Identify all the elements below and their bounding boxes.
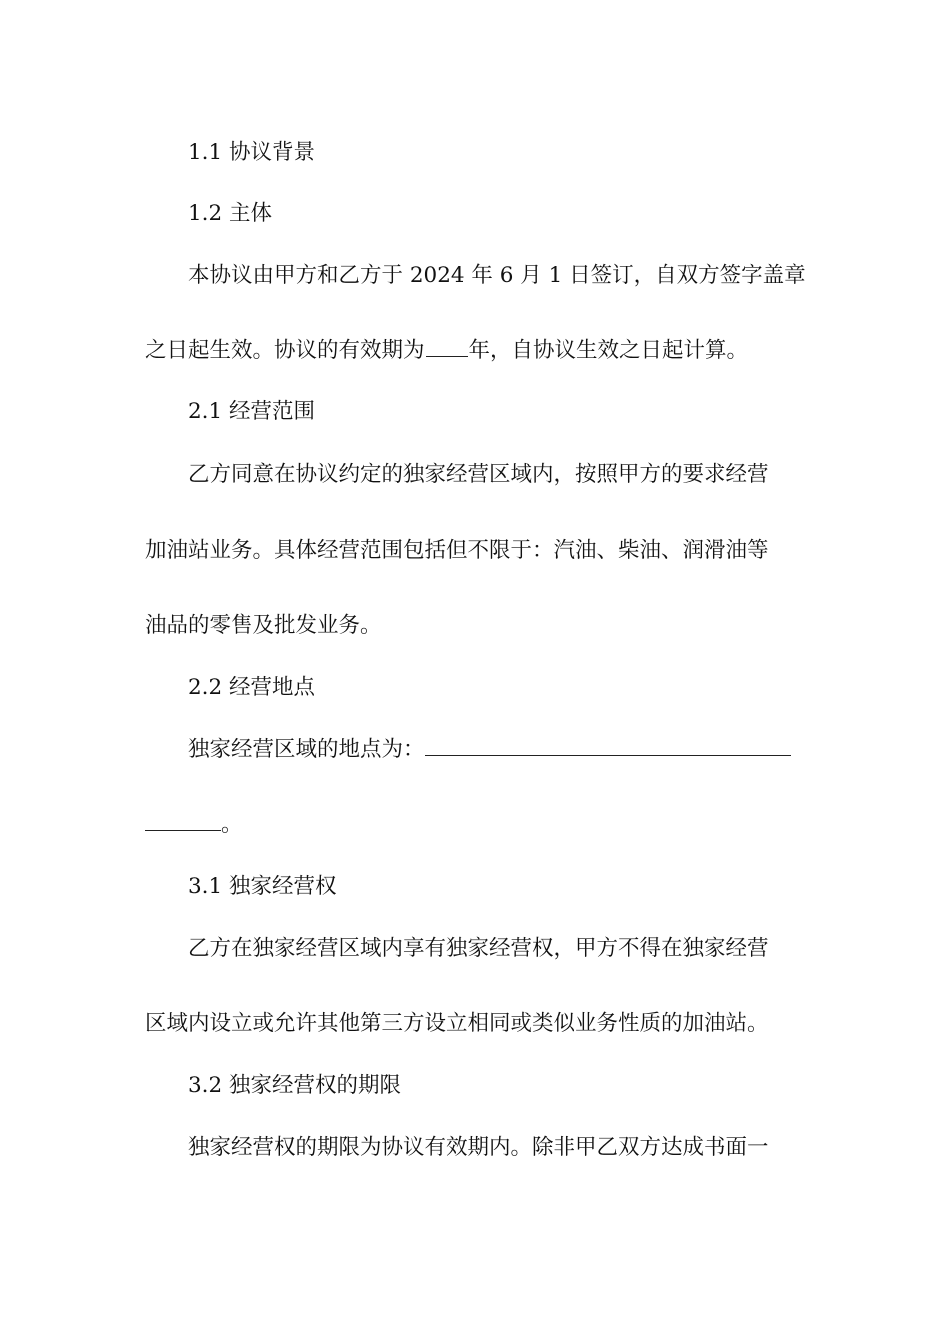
paragraph-line [145, 336, 805, 366]
paragraph-line: 加油站业务。具体经营范围包括但不限于：汽油、柴油、润滑油等 [145, 538, 769, 563]
paragraph-line: 乙方在独家经营区域内享有独家经营权，甲方不得在独家经营 [188, 936, 769, 961]
paragraph-line: 乙方同意在协议约定的独家经营区域内，按照甲方的要求经营 [188, 462, 769, 487]
section-heading-3-1: 3.1 独家经营权 [188, 874, 337, 899]
paragraph-text: 独家经营区域的地点为： [188, 737, 425, 762]
paragraph-text: 。 [221, 812, 243, 837]
paragraph-line: 本协议由甲方和乙方于 2024 年 6 月 1 日签订，自双方签字盖章 [188, 263, 806, 288]
paragraph-line: 区域内设立或允许其他第三方设立相同或类似业务性质的加油站。 [145, 1011, 769, 1036]
section-heading-3-2: 3.2 独家经营权的期限 [188, 1073, 402, 1098]
section-heading-1-1: 1.1 协议背景 [188, 140, 316, 165]
paragraph-line [188, 735, 805, 765]
paragraph-line: 独家经营权的期限为协议有效期内。除非甲乙双方达成书面一 [188, 1135, 769, 1160]
blank-field-location-continued [145, 810, 221, 831]
paragraph-line: 油品的零售及批发业务。 [145, 613, 382, 638]
paragraph-text: 年，自协议生效之日起计算。 [468, 338, 749, 363]
section-heading-1-2: 1.2 主体 [188, 201, 273, 226]
section-heading-2-2: 2.2 经营地点 [188, 675, 316, 700]
paragraph-line [145, 810, 805, 840]
blank-field-term-years [426, 336, 468, 357]
blank-field-location [425, 735, 791, 756]
section-heading-2-1: 2.1 经营范围 [188, 399, 316, 424]
paragraph-text: 之日起生效。协议的有效期为 [145, 338, 425, 363]
